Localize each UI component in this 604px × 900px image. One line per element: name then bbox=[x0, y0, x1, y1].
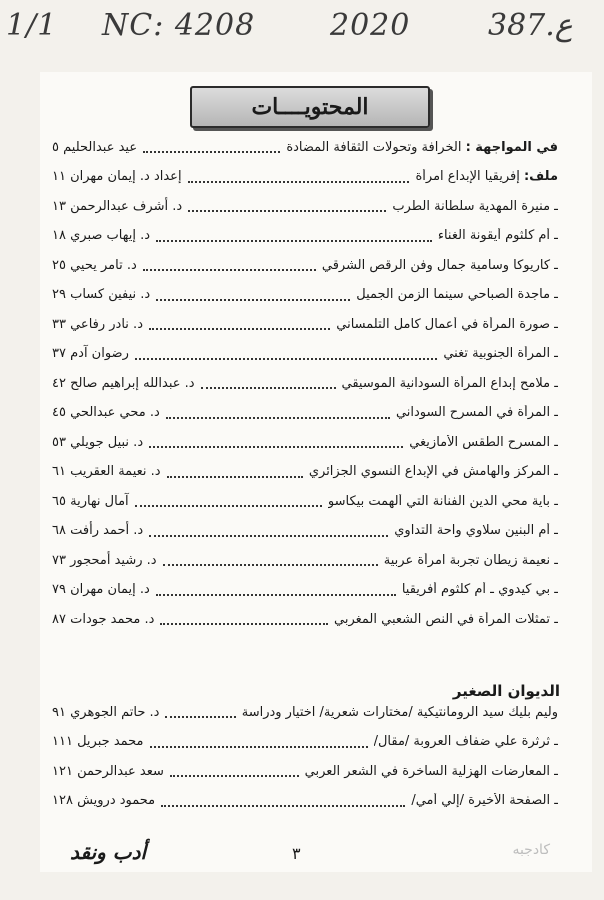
toc-entry-title: ـ باية محي الدين الفنانة التي ألهمت بيكاسو bbox=[327, 493, 558, 509]
toc-row bbox=[52, 548, 558, 572]
dot-leader bbox=[188, 200, 386, 212]
toc-row bbox=[52, 194, 558, 218]
toc-row bbox=[52, 489, 558, 513]
toc-entry-author-page: محمود درويش ١٢٨ bbox=[52, 793, 156, 808]
toc-entry-author-page: إعداد د. إيمان مهران ١١ bbox=[52, 169, 182, 184]
dot-leader bbox=[166, 407, 390, 419]
toc-entry-author-page: د. عبدالله إبراهيم صالح ٤٢ bbox=[52, 375, 195, 391]
dot-leader bbox=[160, 613, 328, 625]
toc-entry-title: ـ تمثلات المرأة في النص الشعبي المغربي bbox=[334, 611, 558, 627]
toc-entry-author-page: د. نعيمة العقريب ٦١ bbox=[52, 464, 161, 479]
toc-row bbox=[52, 342, 558, 366]
toc-entry-title: ـ المرأة الجنوبية تغني bbox=[443, 346, 558, 361]
toc-entry-title: في المواجهة : الخرافة وتحولات الثقافة المضادة bbox=[286, 139, 558, 155]
toc-row bbox=[52, 759, 558, 783]
dot-leader bbox=[149, 436, 403, 448]
toc-entry-author-page: سعد عبدالرحمن ١٢١ bbox=[52, 763, 164, 779]
diwan-heading: الديوان الصغير bbox=[452, 682, 560, 700]
toc-row bbox=[52, 607, 558, 631]
toc-entry-title: وليم بليك سيد الرومانتيكية /مختارات شعرية/ اختيار ودراسة bbox=[241, 704, 558, 720]
toc-row bbox=[52, 460, 558, 484]
toc-row bbox=[52, 253, 558, 277]
toc-entry-author-page: آمال نهارية ٦٥ bbox=[52, 493, 129, 509]
toc-entry-title: ـ كاريوكا وسامية جمال وفن الرقص الشرقي bbox=[321, 257, 558, 273]
toc-entry-author-page: د. تامر يحيي ٢٥ bbox=[52, 257, 137, 273]
toc-entry-title: ملف: إفريقيا الإبداع امرأة bbox=[415, 169, 558, 184]
toc-row bbox=[52, 371, 558, 395]
handwritten-note-1: 1/1 bbox=[6, 8, 58, 43]
toc-row bbox=[52, 165, 558, 189]
toc-entry-author-page: د. إيمان مهران ٧٩ bbox=[52, 582, 150, 597]
toc-entry-author-page: د. حاتم الجوهري ٩١ bbox=[52, 704, 160, 720]
dot-leader bbox=[170, 765, 299, 777]
toc-row bbox=[52, 789, 558, 813]
dot-leader bbox=[156, 230, 432, 242]
page-number: ٣ bbox=[292, 844, 301, 863]
dot-leader bbox=[143, 141, 280, 153]
dot-leader bbox=[163, 554, 378, 566]
toc-row bbox=[52, 430, 558, 454]
dot-leader bbox=[135, 348, 437, 360]
toc-entry-title: ـ المرأة في المسرح السوداني bbox=[395, 405, 558, 420]
toc-entry-author-page: د. أشرف عبدالرحمن ١٣ bbox=[52, 198, 183, 214]
toc-entry-title: ـ الصفحة الأخيرة /إلي أمي/ bbox=[411, 793, 558, 808]
dot-leader bbox=[161, 795, 405, 807]
dot-leader bbox=[135, 495, 322, 507]
magazine-logo: أدب ونقد bbox=[70, 840, 147, 864]
dot-leader bbox=[201, 377, 336, 389]
dot-leader bbox=[150, 736, 368, 748]
toc-row bbox=[52, 135, 558, 159]
dot-leader bbox=[149, 525, 388, 537]
toc-entry-title: ـ ثرثرة علي ضفاف العروبة /مقال/ bbox=[373, 734, 558, 749]
toc-entry-author-page: د. نبيل جويلي ٥٣ bbox=[52, 434, 144, 450]
toc-row bbox=[52, 578, 558, 602]
toc-entry-title: ـ بي كيدوي ـ أم كلثوم أفريقيا bbox=[401, 582, 558, 597]
toc-entry-title: ـ ملامح إبداع المرأة السودانية الموسيقي bbox=[341, 375, 558, 391]
toc-entry-author-page: محمد جبريل ١١١ bbox=[52, 734, 144, 749]
toc-row bbox=[52, 730, 558, 754]
toc-row bbox=[52, 700, 558, 724]
toc-entry-author-page: د. محمد جودات ٨٧ bbox=[52, 611, 155, 627]
toc-entry-title: ـ المركز والهامش في الإبداع النسوي الجزائري bbox=[308, 464, 558, 479]
toc-entry-title: ـ نعيمة زيطان تجربة امرأة عربية bbox=[383, 552, 558, 568]
dot-leader bbox=[165, 706, 235, 718]
footer-stamp: كادجبه bbox=[512, 842, 550, 858]
handwritten-note-4: 387.ع bbox=[488, 8, 573, 43]
toc-entry-title: ـ صورة المرأة في أعمال كامل التلمساني bbox=[336, 316, 558, 332]
handwritten-note-2: NC: 4208 bbox=[102, 8, 256, 43]
toc-entry-author-page: د. نادر رفاعي ٣٣ bbox=[52, 316, 143, 332]
toc-entry-author-page: عيد عبدالحليم ٥ bbox=[52, 139, 138, 155]
handwritten-note-3: 2020 bbox=[330, 8, 411, 43]
toc-entry-author-page: د. إيهاب صبري ١٨ bbox=[52, 228, 151, 243]
toc-row bbox=[52, 224, 558, 248]
toc-entry-author-page: رضوان آدم ٣٧ bbox=[52, 346, 129, 361]
toc-entry-title: ـ أم البنين سلاوي واحة التداوي bbox=[394, 523, 558, 538]
toc-entry-title: ـ أم كلثوم أيقونة الغناء bbox=[437, 228, 558, 243]
dot-leader bbox=[188, 171, 410, 183]
dot-leader bbox=[167, 466, 303, 478]
dot-leader bbox=[149, 318, 330, 330]
dot-leader bbox=[143, 259, 316, 271]
dot-leader bbox=[156, 584, 396, 596]
toc-row bbox=[52, 283, 558, 307]
toc-entry-title: ـ المعارضات الهزلية الساخرة في الشعر العربي bbox=[304, 763, 558, 779]
dot-leader bbox=[156, 289, 350, 301]
toc-entry-author-page: د. رشيد أمحجور ٧٣ bbox=[52, 552, 157, 568]
contents-title: المحتويــــات bbox=[190, 86, 430, 128]
toc-entry-title: ـ ماجدة الصباحي سينما الزمن الجميل bbox=[356, 287, 558, 302]
toc-row bbox=[52, 312, 558, 336]
toc-row bbox=[52, 519, 558, 543]
toc-row bbox=[52, 401, 558, 425]
toc-entry-author-page: د. محي عبدالحي ٤٥ bbox=[52, 405, 160, 420]
toc-entry-author-page: د. نيفين كساب ٢٩ bbox=[52, 287, 151, 302]
toc-entry-title: ـ منيرة المهدية سلطانة الطرب bbox=[392, 198, 558, 214]
toc-entry-title: ـ المسرح الطقس الأمازيغي bbox=[409, 434, 558, 450]
toc-entry-author-page: د. أحمد رأفت ٦٨ bbox=[52, 523, 144, 538]
